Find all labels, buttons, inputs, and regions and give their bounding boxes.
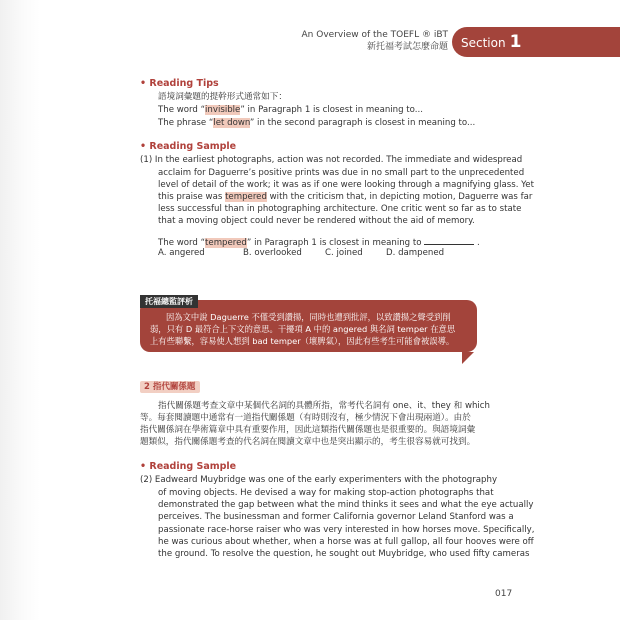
tips-example-2-highlight: let down (213, 118, 250, 128)
section-2-line-4: 題類似，指代關係題考查的代名詞在閱讀文章中也是突出顯示的，考生很容易就可找到。 (140, 437, 476, 447)
tips-example-1-highlight: invisible (205, 105, 241, 115)
tips-example-2-after: ” in the second paragraph is closest in meaning to... (249, 118, 476, 128)
sample-2-line-2: of moving objects. He devised a way for making stop-action photographs that (158, 488, 494, 498)
question-after: ” in Paragraph 1 is closest in meaning to (246, 238, 422, 248)
comment-line-1: 因為文中說 Daguerre 不僅受到讚揚，同時也遭到批評，以致讚揚之聲受到削 (166, 312, 451, 322)
header-title-zh: 新托福考試怎麼命題 (366, 42, 448, 52)
reading-tips-heading: • Reading Tips (140, 78, 219, 89)
sample-1-line-4-before: this praise was (158, 192, 226, 202)
sample-1-line-2: acclaim for Daguerre’s positive prints was due in no small part to the unprecedented (158, 168, 525, 178)
sample-2-line-5: passionate race-horse raiser who was very interested in how horses move. Specifically, (158, 525, 535, 535)
tips-example-2 (158, 118, 475, 129)
sample-1-line-4-after: with the criticism that, in depicting motion, Daguerre was far (266, 192, 533, 202)
section-2-line-3: 指代關係詞在學術篇章中具有重要作用，因此這類指代關係題也是很重要的。與語境詞彙 (140, 425, 476, 435)
option-a: A. angered (158, 248, 205, 258)
section-label: Section (461, 36, 506, 50)
sample-2-line-4: perceives. The businessman and former California governor Leland Stanford was a (158, 512, 514, 522)
tips-example-1-before: The word “ (158, 105, 206, 115)
section-2-line-2: 等。每套閱讀題中通常有一道指代關係題（有時則沒有，極少情況下會出現兩道）。由於 (140, 413, 471, 423)
reading-sample-2-heading: • Reading Sample (140, 461, 237, 472)
reading-sample-1-heading: • Reading Sample (140, 141, 237, 152)
sample-1-line-4 (158, 192, 532, 203)
section-2-title: 2 指代關係題 (140, 381, 200, 393)
comment-line-3: 上有些聯繫，容易使人想到 bad temper（壞脾氣），因此有些考生可能會被誤導。 (150, 336, 455, 346)
sample-2-line-7: the ground. To resolve the question, he sought out Muybridge, who used fifty cameras (158, 549, 530, 559)
comment-line-2: 弱，只有 D 最符合上下文的意思。干擾項 A 中的 angered 與名詞 temper 在意思 (150, 324, 456, 334)
sample-1-line-3: level of detail of the work; it was as if one were looking through a magnifying glass. Yet (158, 180, 534, 190)
tips-example-2-before: The phrase “ (158, 118, 214, 128)
section-tab (452, 27, 620, 57)
section-2-line-1: 指代關係題考查文章中某個代名詞的具體所指，常考代名詞有 one、it、they 和 which (158, 401, 490, 411)
option-b: B. overlooked (243, 248, 302, 258)
sample-1-line-6: that a moving object could never be rendered without the aid of memory. (158, 216, 475, 226)
header-title-en: An Overview of the TOEFL ® iBT (301, 30, 448, 40)
director-comment-label: 托福總監評析 (140, 295, 198, 308)
tips-example-1-after: ” in Paragraph 1 is closest in meaning to... (240, 105, 423, 115)
sample-1-line-5: less successful than in photographing architecture. One critic went so far as to state (158, 204, 522, 214)
running-header (302, 29, 448, 53)
sample-1-line-1: (1) In the earliest photographs, action was not recorded. The immediate and widespread (140, 155, 523, 165)
sample-2-line-6: he was curious about whether, when a horse was at full gallop, all four hooves were off (158, 537, 534, 547)
question-highlight: tempered (205, 238, 247, 248)
callout-tail (462, 352, 474, 364)
section-number: 1 (509, 32, 522, 52)
question-before: The word “ (158, 238, 206, 248)
option-d: D. dampened (386, 248, 445, 258)
page-number: 017 (495, 589, 513, 599)
question-end: . (476, 238, 480, 248)
sample-2-line-1: (2) Eadweard Muybridge was one of the early experimenters with the photography (140, 475, 498, 485)
tips-intro: 語境詞彙題的提幹形式通常如下： (158, 92, 287, 102)
option-c: C. joined (325, 248, 363, 258)
answer-blank (424, 236, 474, 245)
sample-1-highlight-word: tempered (225, 192, 267, 202)
tips-example-1 (158, 105, 423, 116)
sample-2-line-3: demonstrated the gap between what the mind thinks it sees and what the eye actually (158, 500, 534, 510)
